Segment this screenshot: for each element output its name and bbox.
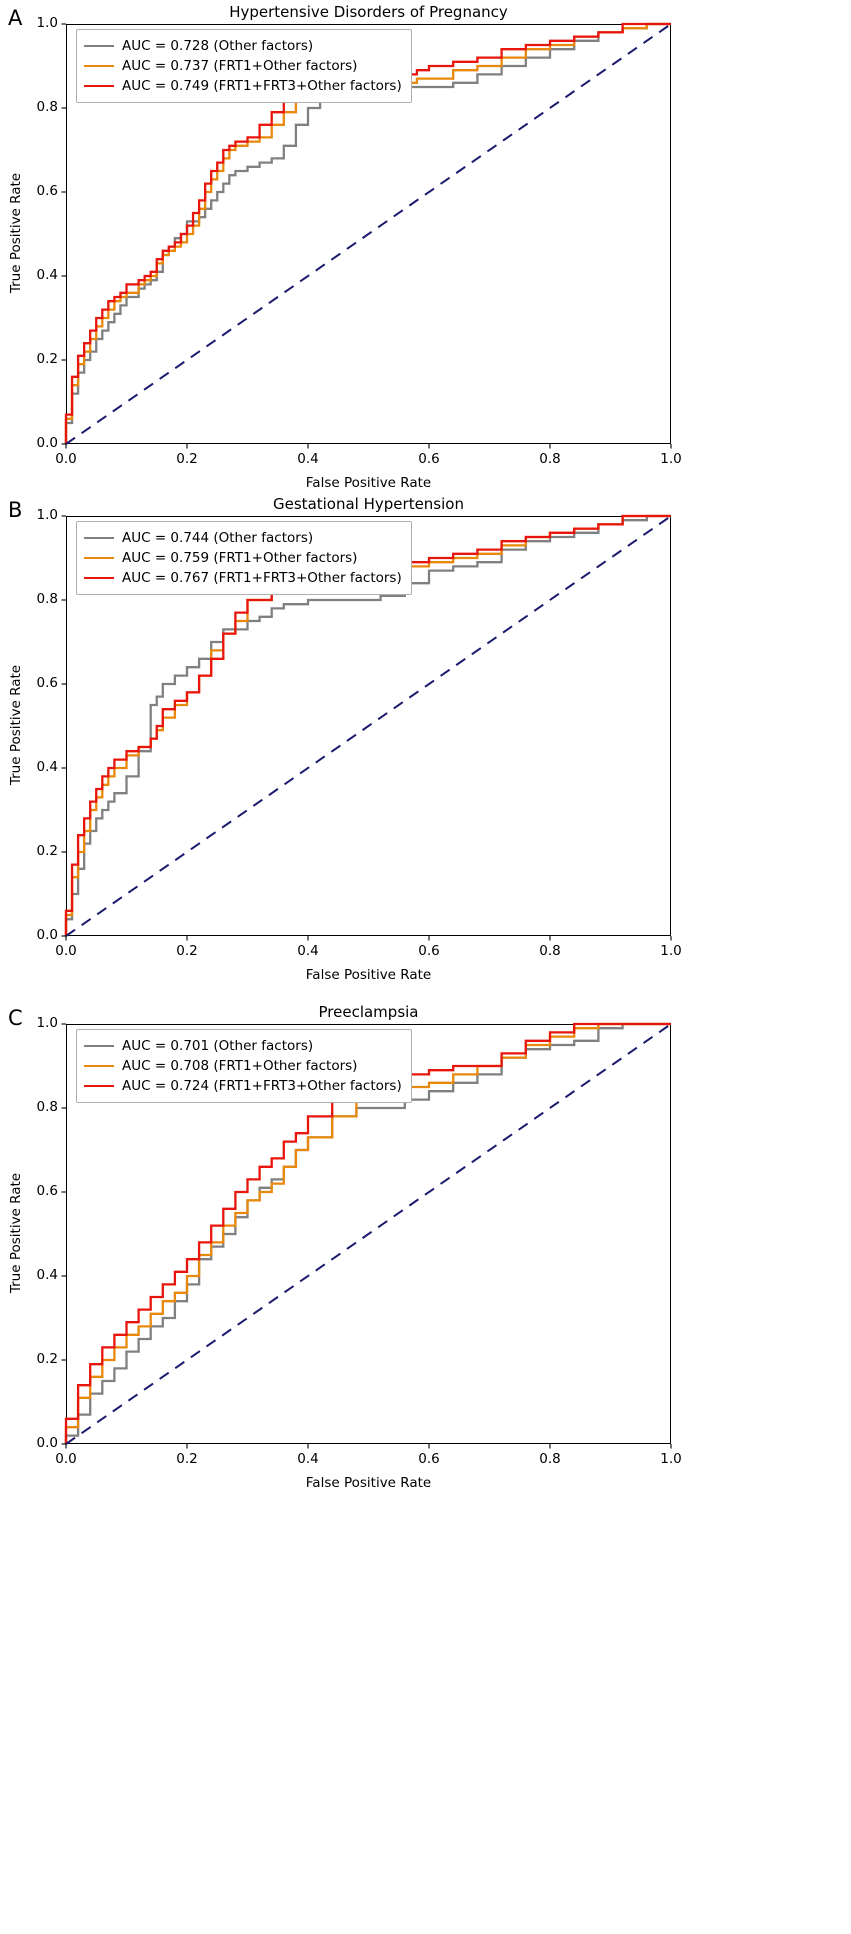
x-tick-label: 1.0 <box>660 1451 682 1467</box>
y-tick-label: 1.0 <box>36 507 58 523</box>
y-tick-label: 0.8 <box>36 99 58 115</box>
panel-title: Gestational Hypertension <box>273 495 464 513</box>
y-axis-label: True Positive Rate <box>8 1172 24 1294</box>
x-tick-label: 0.6 <box>418 451 440 467</box>
legend-label: AUC = 0.708 (FRT1+Other factors) <box>122 1058 358 1074</box>
legend-item <box>84 568 402 588</box>
x-tick-label: 0.8 <box>539 451 561 467</box>
y-tick-label: 1.0 <box>36 1015 58 1031</box>
x-tick-label: 0.6 <box>418 1451 440 1467</box>
legend-item <box>84 56 402 76</box>
panel-letter: A <box>8 6 23 30</box>
legend-label: AUC = 0.724 (FRT1+FRT3+Other factors) <box>122 1078 402 1094</box>
roc-panel-c <box>0 1000 851 1620</box>
y-tick-label: 0.0 <box>36 927 58 943</box>
legend-label: AUC = 0.759 (FRT1+Other factors) <box>122 550 358 566</box>
legend-label: AUC = 0.749 (FRT1+FRT3+Other factors) <box>122 78 402 94</box>
x-tick-label: 0.2 <box>176 943 198 959</box>
legend-swatch-icon <box>84 1045 114 1047</box>
legend-swatch-icon <box>84 85 114 87</box>
x-tick-label: 1.0 <box>660 451 682 467</box>
legend-item <box>84 528 402 548</box>
y-tick-label: 0.6 <box>36 183 58 199</box>
y-tick-label: 0.2 <box>36 843 58 859</box>
panel-title: Hypertensive Disorders of Pregnancy <box>229 3 508 21</box>
legend-item <box>84 1076 402 1096</box>
y-tick-label: 0.4 <box>36 759 58 775</box>
legend-swatch-icon <box>84 1065 114 1067</box>
x-tick-label: 0.0 <box>55 451 77 467</box>
legend <box>76 521 412 595</box>
legend-swatch-icon <box>84 1085 114 1087</box>
legend-label: AUC = 0.737 (FRT1+Other factors) <box>122 58 358 74</box>
x-tick-label: 0.8 <box>539 1451 561 1467</box>
legend-swatch-icon <box>84 45 114 47</box>
x-tick-label: 0.2 <box>176 451 198 467</box>
x-axis-label: False Positive Rate <box>305 1475 432 1491</box>
y-tick-label: 0.6 <box>36 675 58 691</box>
y-axis-label: True Positive Rate <box>8 664 24 786</box>
x-tick-label: 0.4 <box>297 943 319 959</box>
x-tick-label: 0.6 <box>418 943 440 959</box>
y-tick-label: 0.2 <box>36 1351 58 1367</box>
x-tick-label: 1.0 <box>660 943 682 959</box>
x-axis-label: False Positive Rate <box>305 967 432 983</box>
legend <box>76 29 412 103</box>
y-tick-label: 0.8 <box>36 591 58 607</box>
panel-letter: C <box>8 1006 23 1030</box>
x-axis-label: False Positive Rate <box>305 475 432 491</box>
legend-label: AUC = 0.744 (Other factors) <box>122 530 314 546</box>
legend-swatch-icon <box>84 557 114 559</box>
legend-item <box>84 36 402 56</box>
legend-swatch-icon <box>84 65 114 67</box>
panel-title: Preeclampsia <box>318 1003 419 1021</box>
x-tick-label: 0.0 <box>55 943 77 959</box>
x-tick-label: 0.2 <box>176 1451 198 1467</box>
legend-item <box>84 1036 402 1056</box>
y-tick-label: 0.4 <box>36 1267 58 1283</box>
x-tick-label: 0.4 <box>297 451 319 467</box>
legend-label: AUC = 0.728 (Other factors) <box>122 38 314 54</box>
legend-label: AUC = 0.701 (Other factors) <box>122 1038 314 1054</box>
legend-swatch-icon <box>84 577 114 579</box>
x-tick-label: 0.8 <box>539 943 561 959</box>
y-tick-label: 0.0 <box>36 1435 58 1451</box>
y-tick-label: 0.8 <box>36 1099 58 1115</box>
y-tick-label: 0.0 <box>36 435 58 451</box>
x-tick-label: 0.0 <box>55 1451 77 1467</box>
x-tick-label: 0.4 <box>297 1451 319 1467</box>
y-tick-label: 0.6 <box>36 1183 58 1199</box>
legend-item <box>84 548 402 568</box>
legend-label: AUC = 0.767 (FRT1+FRT3+Other factors) <box>122 570 402 586</box>
legend-item <box>84 76 402 96</box>
legend-swatch-icon <box>84 537 114 539</box>
y-tick-label: 1.0 <box>36 15 58 31</box>
panel-letter: B <box>8 498 23 522</box>
y-tick-label: 0.4 <box>36 267 58 283</box>
legend <box>76 1029 412 1103</box>
y-tick-label: 0.2 <box>36 351 58 367</box>
y-axis-label: True Positive Rate <box>8 172 24 294</box>
legend-item <box>84 1056 402 1076</box>
